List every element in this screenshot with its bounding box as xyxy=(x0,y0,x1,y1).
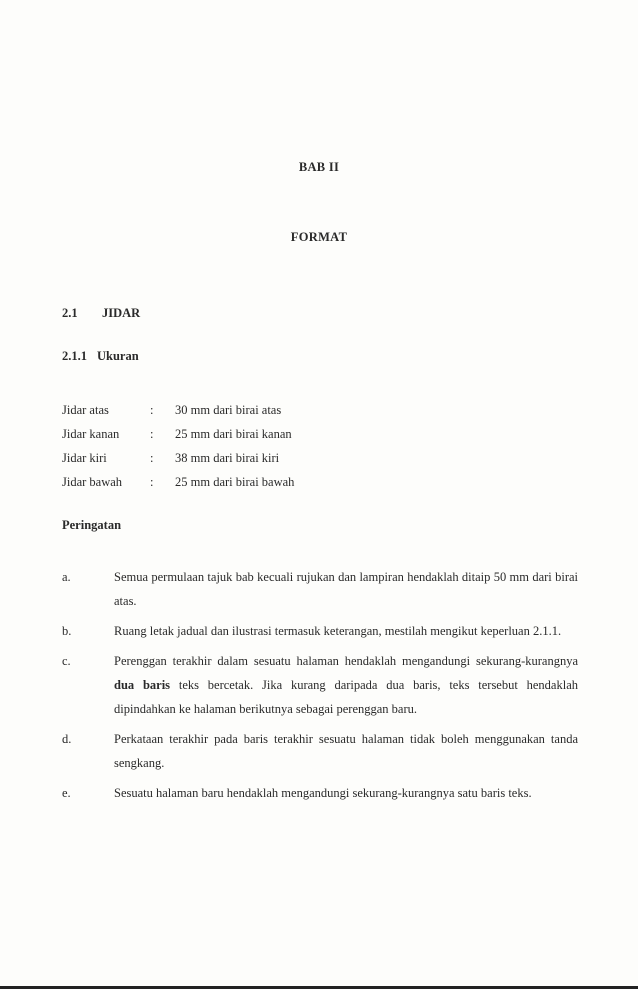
list-item xyxy=(62,619,578,643)
margin-label: Jidar bawah xyxy=(62,475,123,489)
margin-separator: : xyxy=(150,427,154,441)
list-item-text-bold: dua baris xyxy=(114,678,171,692)
list-item-text: Ruang letak jadual dan ilustrasi termasuk keterangan, mestilah mengikut keperluan 2.1.1. xyxy=(114,624,562,638)
notes-list xyxy=(62,565,578,811)
subsection-heading xyxy=(62,349,139,364)
margin-value: 25 mm dari birai bawah xyxy=(175,475,295,489)
margin-row xyxy=(62,422,294,446)
list-item-letter: c. xyxy=(62,654,71,668)
list-item xyxy=(62,565,578,613)
list-item xyxy=(62,781,578,805)
subsection-title: Ukuran xyxy=(97,349,139,363)
margin-value: 38 mm dari birai kiri xyxy=(175,451,280,465)
list-item-letter: e. xyxy=(62,786,71,800)
margin-row xyxy=(62,398,294,422)
margin-separator: : xyxy=(150,451,154,465)
margin-value: 25 mm dari birai kanan xyxy=(175,427,292,441)
chapter-title: FORMAT xyxy=(290,230,348,244)
list-item-text: Sesuatu halaman baru hendaklah mengandungi sekurang-kurangnya satu baris teks. xyxy=(114,786,532,800)
list-item-letter: d. xyxy=(62,732,72,746)
warning-heading: Peringatan xyxy=(62,518,122,532)
margin-label: Jidar kanan xyxy=(62,427,120,441)
list-item-text: Perkataan terakhir pada baris terakhir sesuatu halaman tidak boleh menggunakan tanda sengkang. xyxy=(114,732,578,770)
list-item-text xyxy=(114,649,578,721)
section-title: JIDAR xyxy=(102,306,141,320)
margin-label: Jidar atas xyxy=(62,403,109,417)
list-item xyxy=(62,727,578,775)
margin-separator: : xyxy=(150,475,154,489)
section-heading xyxy=(62,306,140,321)
list-item-text-before: Perenggan terakhir dalam sesuatu halaman hendaklah mengandungi sekurang-kurangnya xyxy=(114,654,578,668)
margin-label: Jidar kiri xyxy=(62,451,107,465)
list-item-text-after: teks bercetak. Jika kurang daripada dua baris, teks tersebut hendaklah dipindahkan ke halaman berikutnya sebagai perenggan baru. xyxy=(114,678,578,716)
list-item-letter: a. xyxy=(62,570,71,584)
margin-separator: : xyxy=(150,403,154,417)
list-item xyxy=(62,649,578,721)
section-number: 2.1 xyxy=(62,306,78,320)
subsection-number: 2.1.1 xyxy=(62,349,87,363)
margin-list xyxy=(62,398,294,494)
chapter-number: BAB II xyxy=(298,160,340,174)
list-item-text: Semua permulaan tajuk bab kecuali rujukan dan lampiran hendaklah ditaip 50 mm dari birai atas. xyxy=(114,570,578,608)
margin-row xyxy=(62,446,294,470)
margin-value: 30 mm dari birai atas xyxy=(175,403,282,417)
list-item-letter: b. xyxy=(62,624,72,638)
margin-row xyxy=(62,470,294,494)
